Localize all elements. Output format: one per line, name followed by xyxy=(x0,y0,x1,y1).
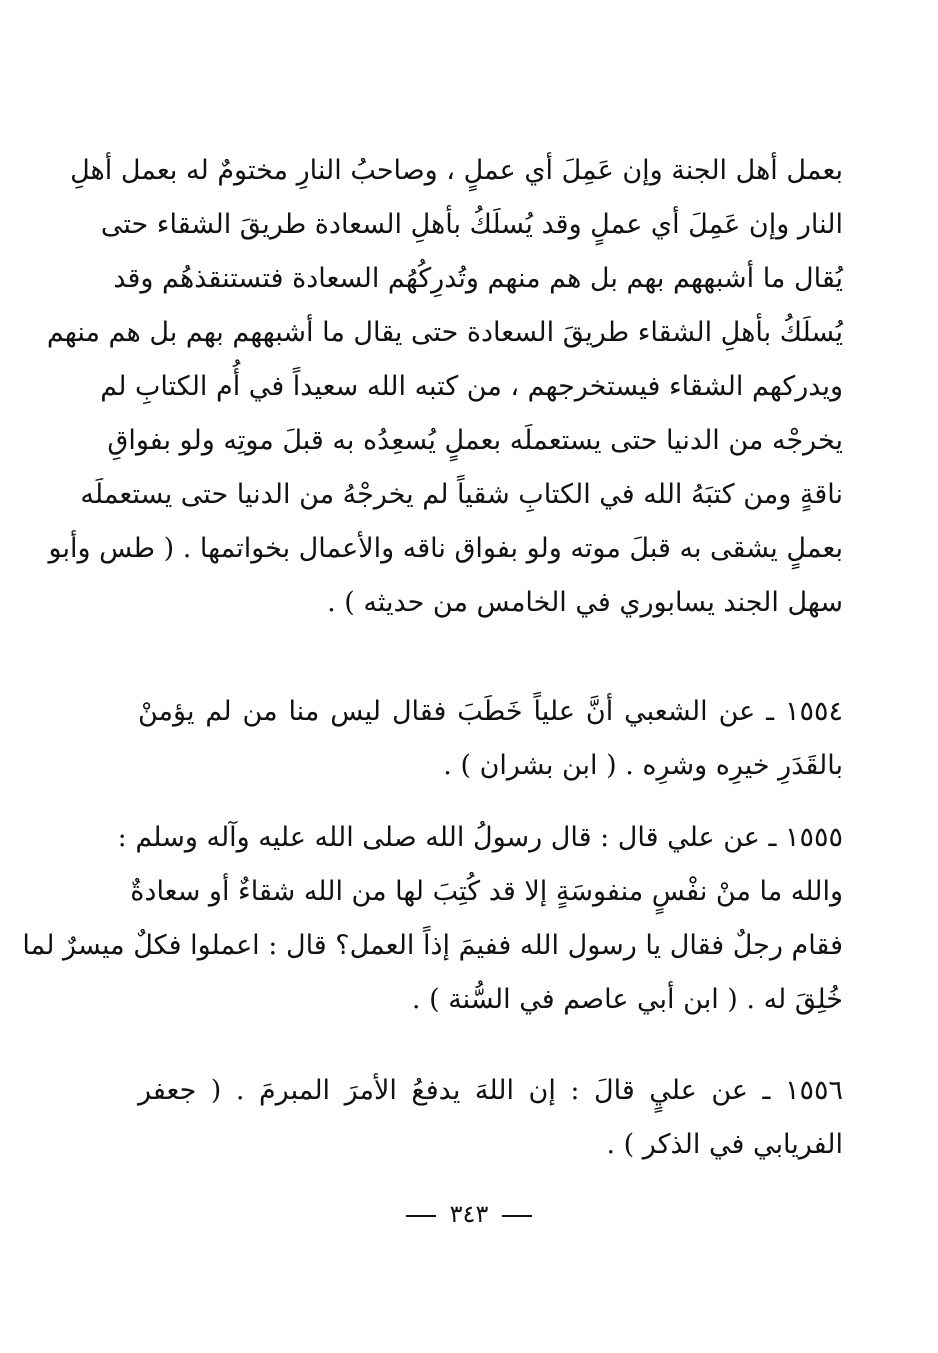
text-line: يُقال ما أشبههم بهم بل هم منهم وتُدرِكُهُم السعادة فتستنقذهُم وقد xyxy=(113,263,843,294)
text-line: بالقَدَرِ خيرِه وشرِه . ( ابن بشران ) . xyxy=(443,750,843,781)
text-line: النار وإن عَمِلَ أي عملٍ وقد يُسلَكُ بأهلِ السعادة طريقَ الشقاء حتى xyxy=(100,209,843,240)
paragraph-hadith-continuation xyxy=(46,144,843,630)
text-line: والله ما منْ نفْسٍ منفوسَةٍ إلا قد كُتِبَ لها من الله شقاءٌ أو سعادةٌ xyxy=(130,876,843,907)
text-line: ١٥٥٦ ـ عن عليٍ قالَ : إن اللهَ يدفعُ الأمرَ المبرمَ . ( جعفر xyxy=(138,1075,843,1106)
paragraph-hadith-1555 xyxy=(22,811,843,1027)
footer-dash-icon xyxy=(502,1215,532,1217)
text-line: يُسلَكُ بأهلِ الشقاء طريقَ السعادة حتى يقال ما أشبههم بهم بل هم منهم xyxy=(46,317,843,348)
paragraph-hadith-1554 xyxy=(138,685,843,793)
text-line: بعمل أهل الجنة وإن عَمِلَ أي عملٍ ، وصاحبُ النارِ مختومٌ له بعمل أهلِ xyxy=(70,155,843,186)
text-line: ١٥٥٥ ـ عن علي قال : قال رسولُ الله صلى الله عليه وآله وسلم : xyxy=(117,822,843,853)
footer-dash-icon xyxy=(406,1215,436,1217)
text-line: فقام رجلٌ فقال يا رسول الله ففيمَ إذاً العمل؟ قال : اعملوا فكلٌ ميسرٌ لما xyxy=(22,930,843,961)
page-footer xyxy=(0,1200,938,1228)
text-line: ١٥٥٤ ـ عن الشعبي أنَّ علياً خَطَبَ فقال ليس منا من لم يؤمنْ xyxy=(138,696,843,727)
page-number: ٣٤٣ xyxy=(449,1200,489,1228)
text-line: يخرجْه من الدنيا حتى يستعملَه بعملٍ يُسعِدُه به قبلَ موتِه ولو بفواقِ xyxy=(107,425,843,456)
paragraph-hadith-1556 xyxy=(138,1064,843,1172)
text-line: الفريابي في الذكر ) . xyxy=(606,1129,843,1160)
text-line: ناقةٍ ومن كتبَهُ الله في الكتابِ شقياً لم يخرجْهُ من الدنيا حتى يستعملَه xyxy=(80,479,843,510)
text-line: سهل الجند يسابوري في الخامس من حديثه ) . xyxy=(327,587,843,618)
text-line: بعملٍ يشقى به قبلَ موته ولو بفواق ناقه والأعمال بخواتمها . ( طس وأبو xyxy=(48,533,843,564)
text-line: خُلِقَ له . ( ابن أبي عاصم في السُّنة ) . xyxy=(411,984,843,1015)
text-line: ويدركهم الشقاء فيستخرجهم ، من كتبه الله سعيداً في أُم الكتابِ لم xyxy=(100,371,843,402)
